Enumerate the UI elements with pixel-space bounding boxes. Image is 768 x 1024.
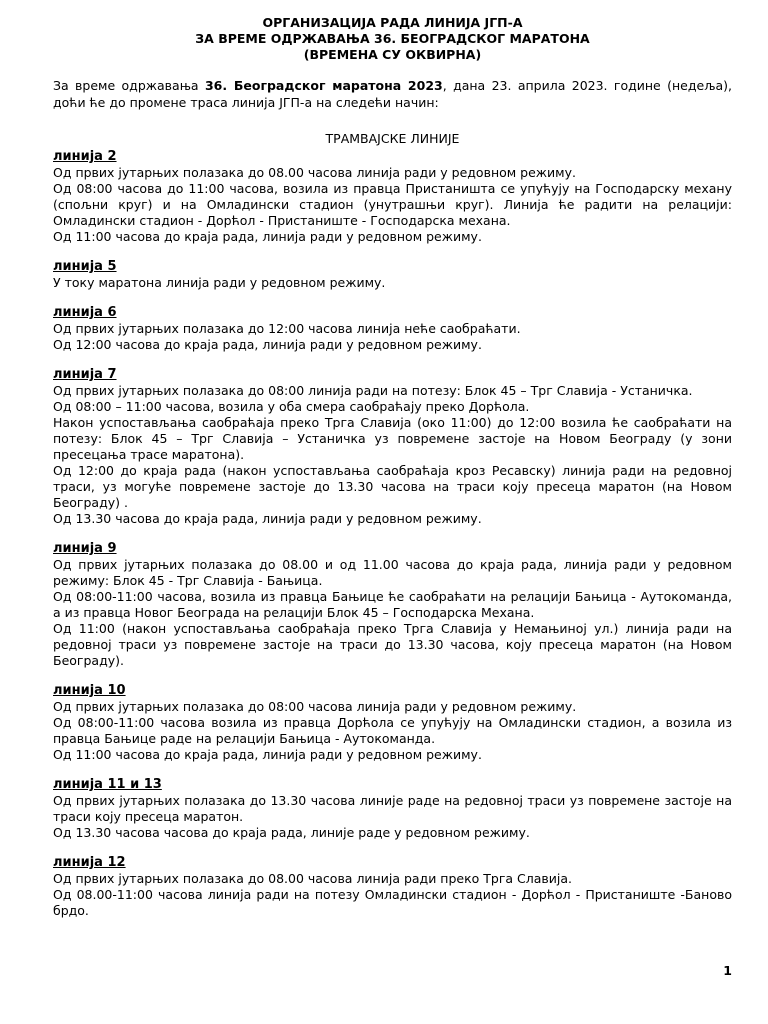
line-section [53,683,732,763]
line-paragraph: Од 11:00 часова до краја рада, линија ради у редовном режиму. [53,229,482,244]
line-paragraph: Од првих јутарњих полазака до 13.30 часова линије раде на редовној траси уз повремене застоје на траси коју пресеца маратон. [53,793,732,824]
line-paragraph: Од 11:00 (након успостављања саобраћаја преко Трга Славија у Немањиној ул.) линија ради на редовној траси уз повремене застоје на траси до 13.30 часова, коју пресеца маратон (на Новом Београду). [53,621,732,668]
line-heading: линија 6 [53,305,117,320]
page-number: 1 [723,963,732,978]
line-paragraph: Од 13.30 часова часова до краја рада, линије раде у редовном режиму. [53,825,530,840]
line-section [53,305,732,353]
line-section [53,149,732,245]
line-section [53,777,732,841]
line-paragraph: Након успостављања саобраћаја преко Трга Славија (око 11:00) до 12:00 возила ће саобраћати на потезу: Блок 45 – Трг Славија – Устаничка уз повремене застоје на Новом Београду (у зони пресецања трасе маратона). [53,415,732,462]
line-paragraph: Од 08.00-11:00 часова линија ради на потезу Омладински стадион - Дорћол - Пристаниште -Баново брдо. [53,887,732,918]
title-line-1: ОРГАНИЗАЦИЈА РАДА ЛИНИЈА ЈГП-А [262,15,523,30]
line-section [53,259,732,291]
section-heading-tram-lines: ТРАМВАЈСКЕ ЛИНИЈЕ [325,131,460,146]
line-paragraph: У току маратона линија ради у редовном режиму. [53,275,386,290]
tram-lines-list [53,149,732,919]
line-paragraph: Од 08:00 – 11:00 часова, возила у оба смера саобраћају преко Дорћола. [53,399,530,414]
line-heading: линија 7 [53,367,117,382]
line-section [53,367,732,527]
line-heading: линија 10 [53,683,126,698]
document-title [53,15,732,63]
line-paragraph: Од првих јутарњих полазака до 08.00 и од 11.00 часова до краја рада, линија ради у редовном режиму: Блок 45 - Трг Славија - Бањица. [53,557,732,588]
line-paragraph: Од 08:00-11:00 часова, возила из правца Бањице ће саобраћати на релацији Бањица - Аутокоманда, а из правца Новог Београда на релацији Блок 45 – Господарска Механа. [53,589,732,620]
line-paragraph: Од 13.30 часова до краја рада, линија ради у редовном режиму. [53,511,482,526]
intro-paragraph [53,77,732,111]
line-section [53,541,732,669]
line-heading: линија 12 [53,855,126,870]
line-paragraph: Од првих јутарњих полазака до 08.00 часова линија ради преко Трга Славија. [53,871,573,886]
line-paragraph: Од 08:00 часова до 11:00 часова, возила из правца Пристаништа се упућују на Господарску механу (спољни круг) и на Омладински стадион (унутрашњи круг). Линија ће радити на релацији: Омладински стадион - Дорћол - Пристаниште - Господарска механа. [53,181,732,228]
line-paragraph: Од првих јутарњих полазака до 08:00 часова линија ради у редовном режиму. [53,699,577,714]
line-paragraph: Од 08:00-11:00 часова возила из правца Дорћола се упућују на Омладински стадион, а возила из правца Бањице раде на релацији Бањица - Аутокоманда. [53,715,732,746]
line-paragraph: Од 12:00 часова до краја рада, линија ради у редовном режиму. [53,337,482,352]
line-paragraph: Од 12:00 до краја рада (након успостављања саобраћаја кроз Ресавску) линија ради на редовној траси, уз могуће повремене застоје до 13.30 часова на траси коју пресеца маратон (на Новом Београду) . [53,463,732,510]
intro-text-after: , дана 23. априла 2023. године (недеља), доћи ће до промене траса линија ЈГП-а на следећи начин: [53,78,732,110]
document-page [53,15,732,919]
line-heading: линија 5 [53,259,117,274]
line-paragraph: Од првих јутарњих полазака до 08:00 линија ради на потезу: Блок 45 – Трг Славија - Устаничка. [53,383,693,398]
intro-text-before: За време одржавања [53,78,205,93]
title-line-3: (ВРЕМЕНА СУ ОКВИРНА) [303,47,482,62]
line-section [53,855,732,919]
line-heading: линија 11 и 13 [53,777,162,792]
intro-bold-event: 36. Београдског маратона 2023 [204,78,443,93]
line-heading: линија 9 [53,541,117,556]
line-paragraph: Од првих јутарњих полазака до 08.00 часова линија ради у редовном режиму. [53,165,576,180]
line-heading: линија 2 [53,149,117,164]
line-paragraph: Од првих јутарњих полазака до 12:00 часова линија неће саобраћати. [53,321,521,336]
line-paragraph: Од 11:00 часова до краја рада, линија ради у редовном режиму. [53,747,482,762]
title-line-2: ЗА ВРЕМЕ ОДРЖАВАЊА 36. БЕОГРАДСКОГ МАРАТОНА [195,31,590,46]
